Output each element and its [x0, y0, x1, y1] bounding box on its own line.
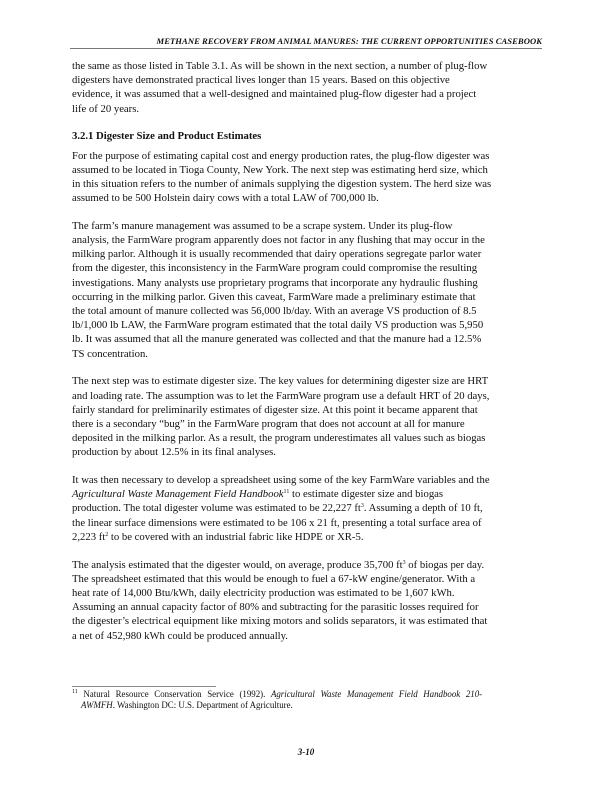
header-rule: [70, 48, 542, 49]
text-line: fairly standard for preliminarily estimates of digester size. At this point it became apparent that: [72, 403, 478, 416]
text-line: lb/1,000 lb LAW, the FarmWare program estimated that the total daily VS production was 5,950: [72, 319, 484, 332]
text-span: to be covered with an industrial fabric like HDPE or XR-5.: [108, 530, 364, 543]
spacer: [72, 361, 540, 375]
text-span: of biogas per day.: [405, 558, 485, 571]
footnote-number: 11: [72, 689, 78, 695]
text-line: The next step was to estimate digester size. The key values for determining digester size are HRT: [72, 375, 489, 388]
text-line: milking parlor. Although it is usually recommended that dairy operations segregate parlor water: [72, 248, 482, 261]
page-number: 3-10: [297, 747, 315, 757]
paragraph-4: [72, 374, 540, 459]
text-span: The analysis estimated that the digester would, on average, produce 35,700 ft: [72, 558, 403, 571]
text-line: evidence, it was assumed that a well-designed and maintained plug-flow digester had a project: [72, 88, 477, 101]
text-line: [72, 501, 540, 515]
text-line: The spreadsheet estimated that this would be enough to fuel a 67-kW engine/generator. With a: [72, 572, 476, 585]
text-line: the total amount of manure collected was 56,000 lb/day. With an average VS production of 8.5: [72, 305, 477, 317]
paragraph-2: [72, 149, 540, 206]
paragraph-6: [72, 558, 540, 643]
superscript-cubed: 3: [402, 559, 406, 566]
spacer: [72, 544, 540, 558]
paragraph-1: [72, 59, 540, 116]
text-line: heat rate of 14,000 Btu/kWh, daily electricity production was estimated to be 1,607 kWh.: [72, 586, 455, 599]
footnote-line: [72, 689, 540, 700]
paragraph-3: [72, 219, 540, 361]
text-line: [72, 558, 540, 572]
spacer: [72, 205, 540, 219]
text-line: assumed to be 500 Holstein dairy cows with a total LAW of 700,000 lb.: [72, 192, 379, 205]
text-line: a net of 452,980 kWh could be produced annually.: [72, 629, 288, 642]
text-line: the digester’s electrical equipment like mixing motors and solids separators, it was estimated that: [72, 615, 488, 628]
text-line: assumed to be located in Tioga County, New York. The next step was estimating herd size, which: [72, 163, 488, 176]
text-line: The farm’s manure management was assumed to be a scrape system. Under its plug-flow: [72, 219, 453, 232]
footnote-ref-11[interactable]: 11: [283, 489, 290, 496]
text-span: 2,223 ft: [72, 530, 106, 543]
section-heading: 3.2.1 Digester Size and Product Estimates: [72, 130, 262, 143]
footnote-title-italic: Agricultural Waste Management Field Handbook 210-: [270, 689, 483, 699]
text-line: deposited in the milking parlor. As a result, the program underestimates all values such as biogas: [72, 432, 486, 445]
text-span: production. The total digester volume was estimated to be 22,227 ft: [72, 502, 361, 515]
superscript-cubed: 3: [360, 503, 364, 510]
text-span: to estimate digester size and biogas: [289, 488, 444, 501]
text-line: investigations. Many analysts use proprietary programs that incorporate any hydraulic flushing: [72, 276, 478, 289]
text-line: It was then necessary to develop a spreadsheet using some of the key FarmWare variables and the: [72, 474, 490, 487]
text-line: from the digester, this inconsistency in the FarmWare program could compromise the resulting: [72, 262, 478, 275]
handbook-title-italic: Agricultural Waste Management Field Handbook: [72, 488, 284, 501]
text-line: there is a secondary “bug” in the FarmWare program that does not account at all for manure: [72, 417, 465, 430]
running-header: METHANE RECOVERY FROM ANIMAL MANURES: THE CURRENT OPPORTUNITIES CASEBOOK: [156, 36, 542, 46]
text-line: analysis, the FarmWare program apparently does not factor in any flushing that may occur in the: [72, 234, 485, 247]
text-line: digesters have demonstrated practical lives longer than 15 years. Based on this objective: [72, 74, 450, 87]
footnote-title-italic: AWMFH: [81, 700, 113, 710]
text-line: lb. It was assumed that all the manure generated was collected and that the manure had a 12.5%: [72, 333, 482, 346]
spacer: [72, 459, 540, 473]
superscript-squared: 2: [105, 531, 109, 538]
text-span: . Washington DC: U.S. Department of Agriculture.: [112, 700, 293, 710]
footnote-separator: [72, 686, 216, 687]
paragraph-5: [72, 473, 540, 544]
text-line: occurring in the milking parlor. Given this caveat, FarmWare made a preliminary estimate that: [72, 290, 476, 303]
footnote-11: [72, 689, 540, 711]
text-span: . Assuming a depth of 10 ft,: [363, 502, 483, 515]
text-line: the same as those listed in Table 3.1. As will be shown in the next section, a number of plug-flow: [72, 60, 488, 72]
text-line: [72, 530, 540, 544]
text-line: TS concentration.: [72, 347, 148, 360]
text-line: For the purpose of estimating capital cost and energy production rates, the plug-flow digester was: [72, 149, 490, 162]
text-line: the linear surface dimensions were estimated to be 106 x 21 ft, presenting a total surface area of: [72, 516, 482, 529]
spacer: [72, 116, 540, 130]
text-span: Natural Resource Conservation Service (1992).: [77, 689, 271, 699]
document-body: [72, 59, 540, 643]
text-line: Assuming an annual capacity factor of 80% and subtracting for the parasitic losses required for: [72, 601, 479, 614]
text-line: life of 20 years.: [72, 102, 140, 115]
text-line: and loading rate. The assumption was to let the FarmWare program use a default HRT of 20 days,: [72, 389, 490, 402]
footnote-line: [72, 700, 540, 711]
text-line: in this situation refers to the number of animals supplying the digestion system. The herd size was: [72, 177, 492, 190]
text-line: production by about 12.5% in its final analyses.: [72, 446, 276, 459]
text-line: [72, 487, 540, 501]
